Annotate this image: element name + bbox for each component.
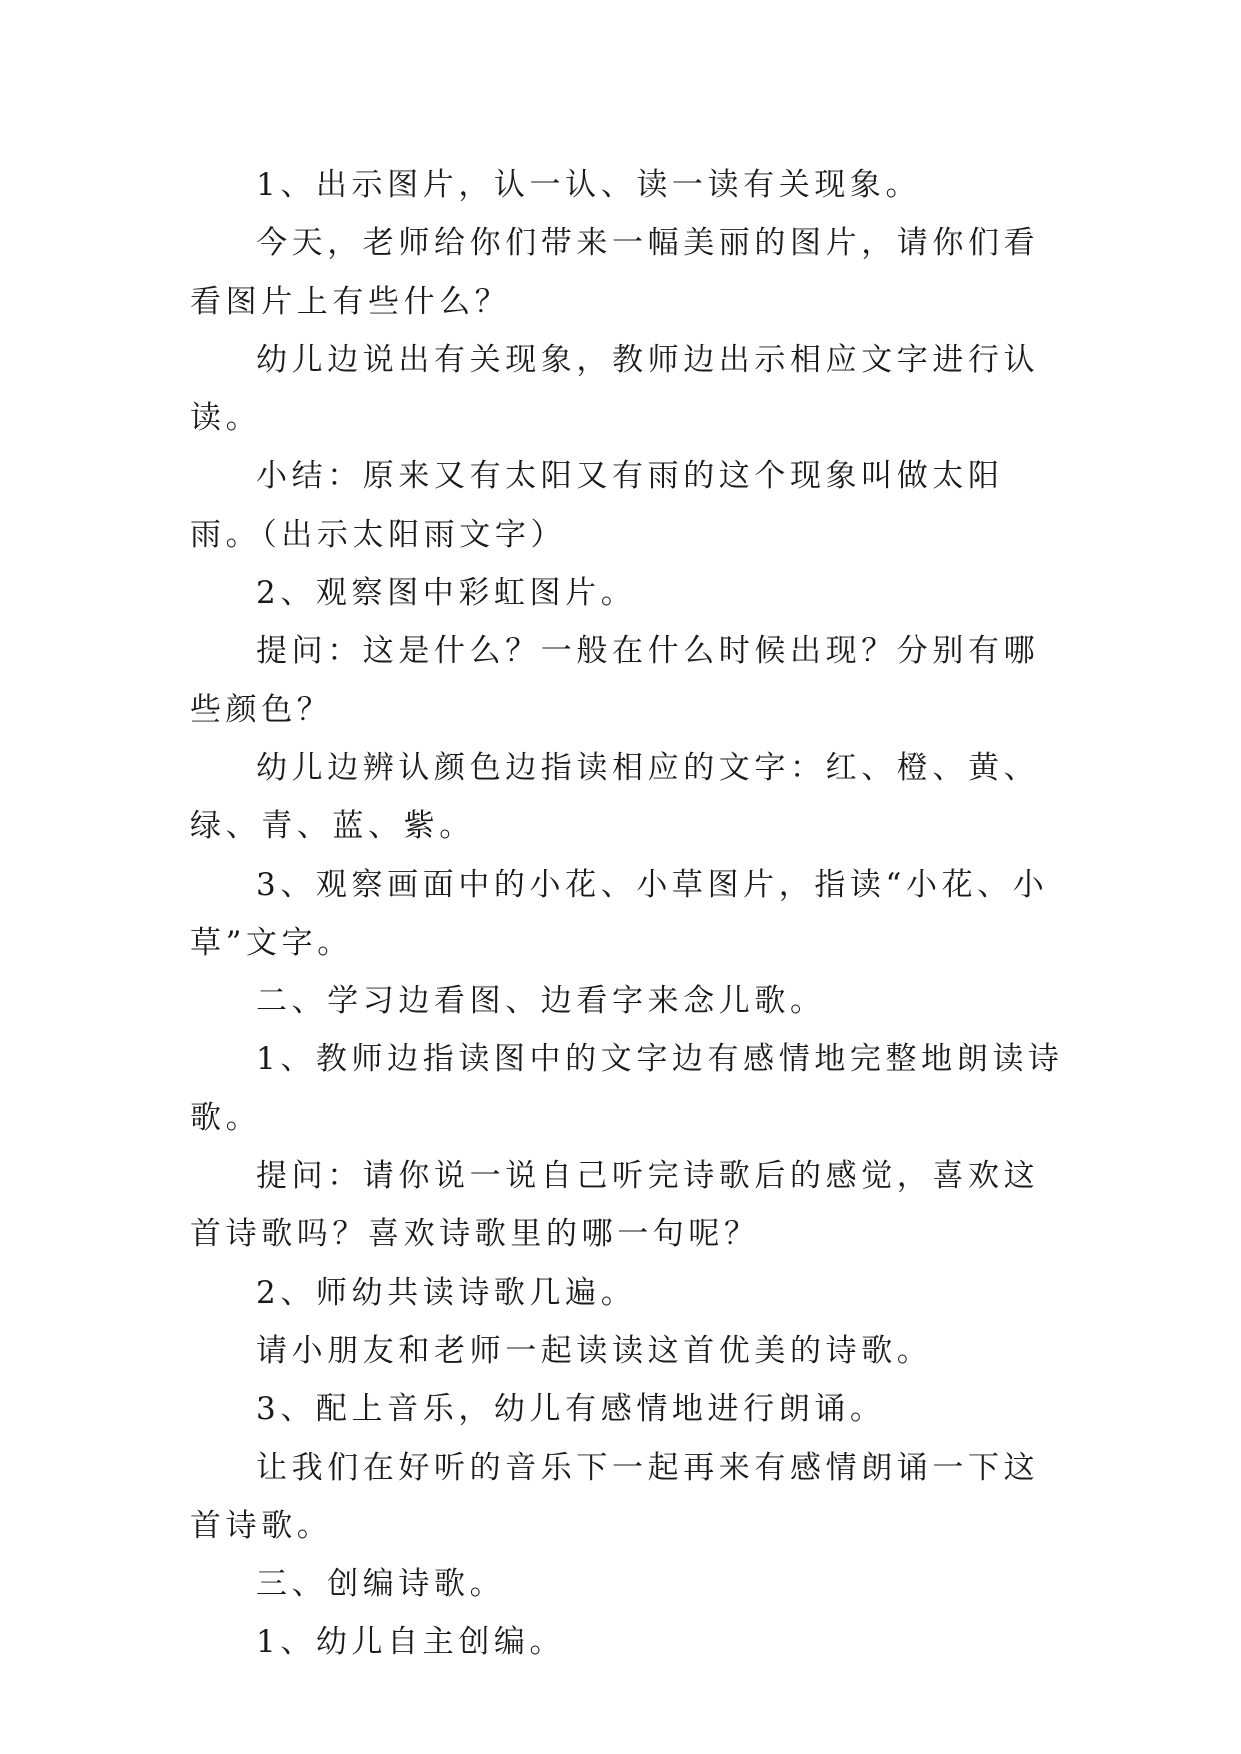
paragraph: 2、师幼共读诗歌几遍。: [256, 1274, 637, 1311]
paragraph: 提问：这是什么？一般在什么时候出现？分别有哪些颜色？: [190, 633, 1040, 728]
paragraph: 幼儿边辨认颜色边指读相应的文字：红、橙、黄、绿、青、蓝、紫。: [190, 749, 1040, 845]
paragraph: 提问：请你说一说自己听完诗歌后的感觉，喜欢这首诗歌吗？喜欢诗歌里的哪一句呢？: [190, 1158, 1040, 1253]
paragraph: 1、教师边指读图中的文字边有感情地完整地朗读诗歌。: [190, 1041, 1064, 1136]
section-heading: 二、学习边看图、边看字来念儿歌。: [256, 983, 826, 1020]
paragraph: 让我们在好听的音乐下一起再来有感情朗诵一下这首诗歌。: [190, 1449, 1040, 1544]
section-heading: 三、创编诗歌。: [256, 1566, 506, 1603]
paragraph: 3、配上音乐，幼儿有感情地进行朗诵。: [256, 1391, 886, 1428]
paragraph: 请小朋友和老师一起读读这首优美的诗歌。: [256, 1332, 933, 1369]
paragraph: 小结：原来又有太阳又有雨的这个现象叫做太阳雨。（出示太阳雨文字）: [190, 458, 1004, 553]
paragraph: 2、观察图中彩虹图片。: [256, 575, 637, 612]
paragraph: 今天，老师给你们带来一幅美丽的图片，请你们看看图片上有些什么？: [190, 225, 1040, 320]
paragraph: 3、观察画面中的小花、小草图片，指读“小花、小草”文字。: [190, 866, 1049, 961]
paragraph: 幼儿边说出有关现象，教师边出示相应文字进行认读。: [190, 341, 1040, 437]
document-body: [190, 156, 1070, 1672]
paragraph: 1、出示图片，认一认、读一读有关现象。: [256, 167, 922, 203]
paragraph: 1、幼儿自主创编。: [256, 1624, 566, 1661]
